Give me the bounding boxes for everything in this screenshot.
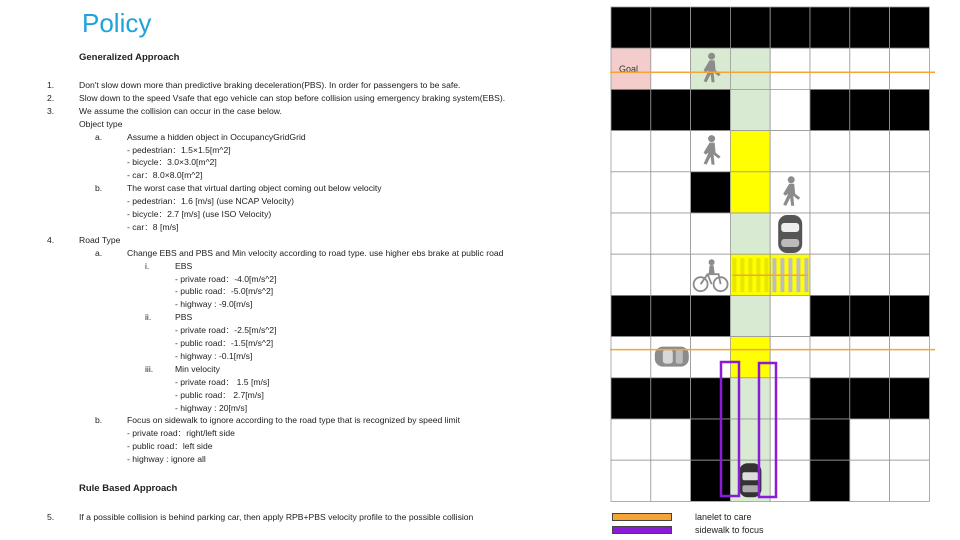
grid-cell: [850, 460, 890, 501]
outline-text: - pedestrian：1.5×1.5[m^2]: [127, 144, 231, 155]
grid-cell: [810, 172, 850, 213]
grid-cell: [691, 7, 731, 48]
outline-text: - private road：-2.5[m/s^2]: [175, 325, 277, 336]
outline-text: - private road：right/left side: [127, 428, 235, 439]
grid-cell: [611, 460, 651, 501]
grid-cell: [691, 378, 731, 419]
legend-sidewalk-label: sidewalk to focus: [695, 525, 764, 535]
outline-marker: 4.: [47, 234, 55, 245]
grid-cell: [810, 48, 850, 89]
outline-text: Slow down to the speed Vsafe that ego vehicle can stop before collision using emergency braking system(EBS).: [79, 92, 506, 103]
outline-text: Focus on sidewalk to ignore according to the road type that is recognized by speed limit: [127, 415, 460, 426]
outline-marker: 3.: [47, 105, 55, 116]
outline-text: - private road： 1.5 [m/s]: [175, 376, 270, 387]
grid-cell: [890, 460, 930, 501]
grid-cell: [730, 131, 770, 172]
outline-text: - car：8 [m/s]: [127, 221, 179, 232]
outline-text: We assume the collision can occur in the case below.: [79, 105, 282, 116]
grid-cell: [850, 419, 890, 460]
grid-cell: [850, 337, 890, 378]
outline-marker: a.: [95, 131, 103, 142]
grid-cell: [810, 7, 850, 48]
outline-text: Min velocity: [175, 363, 220, 374]
grid-cell: [770, 131, 810, 172]
grid-cell: [810, 213, 850, 254]
grid-cell: [810, 460, 850, 501]
outline-text: - bicycle：3.0×3.0[m^2]: [127, 157, 217, 168]
legend-lanelet-swatch: [612, 513, 672, 521]
grid-cell: [890, 172, 930, 213]
outline-text: - pedestrian：1.6 [m/s] (use NCAP Velocity): [127, 196, 295, 207]
grid-cell: [611, 7, 651, 48]
grid-cell: [691, 295, 731, 336]
outline-text: - public road：-5.0[m/s^2]: [175, 286, 274, 297]
grid-cell: [850, 48, 890, 89]
grid-cell: [651, 89, 691, 130]
outline-text: Change EBS and PBS and Min velocity according to road type. use higher ebs brake at public road: [127, 247, 504, 258]
grid-cell: [890, 89, 930, 130]
grid-cell: [651, 7, 691, 48]
grid-cell: [611, 419, 651, 460]
section-heading-rule-based: Rule Based Approach: [79, 483, 178, 494]
grid-cell: [810, 337, 850, 378]
outline-marker: 1.: [47, 80, 55, 90]
grid-cell: [611, 295, 651, 336]
grid-cell: [651, 213, 691, 254]
grid-cell: [691, 419, 731, 460]
grid-cell: [850, 131, 890, 172]
outline-text: The worst case that virtual darting object coming out below velocity: [127, 183, 382, 194]
grid-cell: [810, 89, 850, 130]
outline-marker: b.: [95, 415, 103, 426]
outline-marker: iii.: [145, 363, 154, 374]
grid-cell: [810, 419, 850, 460]
outline-text: - public road： 2.7[m/s]: [175, 389, 264, 400]
grid-cell: [730, 419, 770, 460]
grid-cell: [691, 213, 731, 254]
grid-cell: [651, 460, 691, 501]
grid-cell: [810, 378, 850, 419]
page-title: Policy: [82, 8, 152, 38]
grid-cell: [691, 172, 731, 213]
grid-cell: [651, 131, 691, 172]
grid-cell: [890, 254, 930, 295]
grid-cell: [770, 7, 810, 48]
car-icon: [778, 215, 802, 253]
outline-text: - highway : -9.0[m/s]: [175, 299, 253, 310]
grid-cell: [810, 295, 850, 336]
outline-text: - highway : 20[m/s]: [175, 402, 248, 413]
grid-cell: [730, 337, 770, 378]
outline-marker: 5.: [47, 512, 55, 522]
occupancy-grid-diagram: [610, 6, 935, 506]
grid-cell: [890, 131, 930, 172]
outline-text: Assume a hidden object in OccupancyGridGrid: [127, 131, 306, 142]
grid-cell: [730, 378, 770, 419]
outline-marker: 2.: [47, 92, 55, 103]
grid-cell: [611, 254, 651, 295]
grid-cell: [730, 89, 770, 130]
grid-cell: [651, 172, 691, 213]
grid-cell: [691, 337, 731, 378]
grid-cell: [890, 7, 930, 48]
grid-cell: [850, 89, 890, 130]
grid-cell: [890, 378, 930, 419]
section-heading-generalized: Generalized Approach: [79, 52, 180, 63]
grid-cell: [611, 89, 651, 130]
outline-marker: a.: [95, 247, 103, 258]
outline-text: Object type: [79, 118, 123, 129]
outline-marker: ii.: [145, 312, 152, 323]
grid-cell: [651, 48, 691, 89]
grid-cell: [611, 172, 651, 213]
grid-cell: [850, 7, 890, 48]
outline-text: Don't slow down more than predictive braking deceleration(PBS). In order for passengers to be safe.: [79, 80, 461, 90]
grid-cell: [890, 419, 930, 460]
outline-text: PBS: [175, 312, 193, 323]
grid-cell: [651, 254, 691, 295]
grid-cell: [611, 213, 651, 254]
grid-cell: [770, 48, 810, 89]
goal-label: Goal: [619, 64, 639, 75]
grid-cell: [730, 213, 770, 254]
outline-text: - private road：-4.0[m/s^2]: [175, 273, 277, 284]
outline-text: - public road：-1.5[m/s^2]: [175, 338, 274, 348]
grid-cell: [651, 378, 691, 419]
grid-cell: [770, 295, 810, 336]
grid-cell: [850, 213, 890, 254]
grid-cell: [890, 295, 930, 336]
grid-cell: [890, 337, 930, 378]
grid-cell: [890, 48, 930, 89]
grid-cell: [611, 131, 651, 172]
grid-cell: [730, 172, 770, 213]
grid-cell: [691, 89, 731, 130]
outline-marker: i.: [145, 260, 150, 271]
grid-cell: [611, 378, 651, 419]
outline-text: EBS: [175, 260, 193, 271]
grid-cell: [611, 337, 651, 378]
outline-text: - car：8.0×8.0[m^2]: [127, 170, 203, 181]
grid-cell: [850, 254, 890, 295]
grid-cell: [810, 131, 850, 172]
grid-cell: [730, 48, 770, 89]
grid-cell: [651, 419, 691, 460]
grid-cell: [810, 254, 850, 295]
outline-text: - highway : ignore all: [127, 454, 206, 465]
outline-text: Road Type: [79, 234, 121, 245]
outline-text: - public road：left side: [127, 441, 213, 452]
legend-lanelet-label: lanelet to care: [695, 512, 752, 522]
outline-text: - bicycle：2.7 [m/s] (use ISO Velocity): [127, 209, 272, 219]
grid-cell: [890, 213, 930, 254]
grid-cell: [850, 378, 890, 419]
outline-text: - highway : -0.1[m/s]: [175, 350, 253, 361]
grid-cell: [730, 7, 770, 48]
outline-marker: b.: [95, 183, 103, 194]
grid-cell: [770, 89, 810, 130]
outline-text: If a possible collision is behind parking car, then apply RPB+PBS velocity profile to the possible collision: [79, 512, 474, 522]
grid-cell: [850, 295, 890, 336]
grid-cell: [850, 172, 890, 213]
grid-cell: [651, 295, 691, 336]
grid-cell: [730, 295, 770, 336]
legend-sidewalk-swatch: [612, 526, 672, 534]
